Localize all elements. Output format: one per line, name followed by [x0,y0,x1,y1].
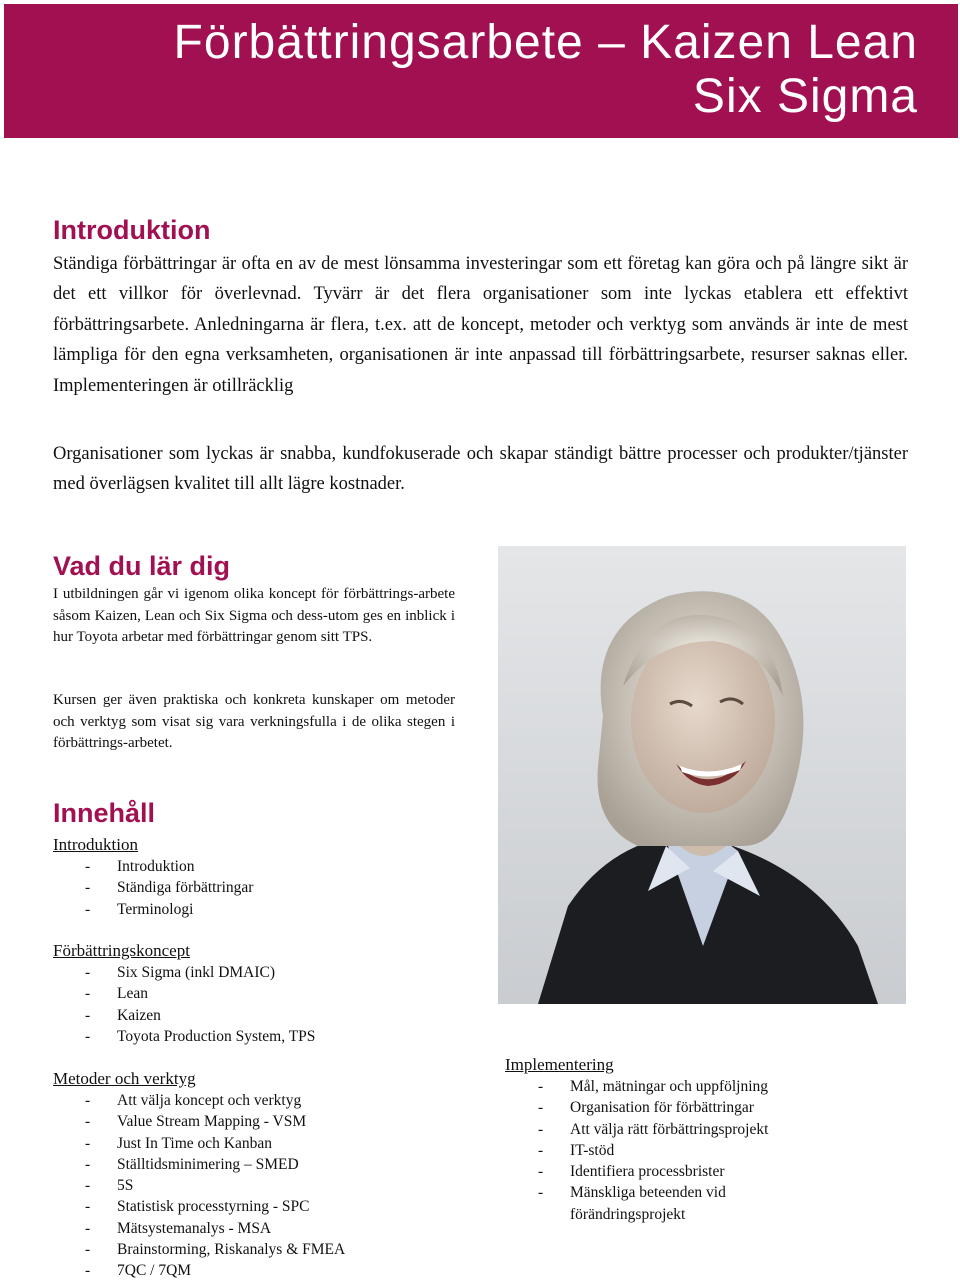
section-introduktion-title: Introduktion [53,835,138,854]
page-title-line-1: Förbättringsarbete – Kaizen Lean [173,16,918,69]
list-item: - Six Sigma (inkl DMAIC) [85,962,315,983]
learn-paragraph-1: I utbildningen går vi igenom olika koncept för förbättrings-arbete såsom Kaizen, Lean och Six Sigma och dess-utom ges en inblick i hur Toyota arbetar med förbättringar genom sitt TPS. [53,586,455,645]
list-item: - Att välja rätt förbättringsprojekt [538,1119,838,1140]
introduction-paragraph-1: Ständiga förbättringar är ofta en av de mest lönsamma investeringar som ett företag kan göra och på längre sikt är det ett villkor för överlevnad. Tyvärr är det flera organisationer som inte lyckas etablera ett effektivt förbättringsarbete. Anledningarna är flera, t.ex. att de koncept, metoder och verktyg som används är inte de mest lämpliga för den egna verksamheten, organisationen är inte anpassad till förbättringsarbete, resurser saknas eller. Implementeringen är otillräcklig [53,254,908,396]
section-forbattringskoncept-list [85,962,315,1047]
section-introduktion-list [85,856,253,920]
list-item: - Mål, mätningar och uppföljning [538,1076,838,1097]
list-item: - Value Stream Mapping - VSM [85,1111,345,1132]
list-item: - IT-stöd [538,1140,838,1161]
introduction-paragraph-2: Organisationer som lyckas är snabba, kundfokuserade och skapar ständigt bättre processer och produkter/tjänster med överlägsen kvalitet till allt lägre kostnader. [53,444,908,495]
list-item: - Ställtidsminimering – SMED [85,1154,345,1175]
section-forbattringskoncept-title: Förbättringskoncept [53,941,190,960]
list-item: - 7QC / 7QM [85,1260,345,1281]
learn-heading: Vad du lär dig [53,551,231,581]
list-item: - 5S [85,1175,345,1196]
list-item: - Kaizen [85,1005,315,1026]
list-item: - Just In Time och Kanban [85,1133,345,1154]
list-item: - Mätsystemanalys - MSA [85,1218,345,1239]
content-heading: Innehåll [53,798,156,828]
section-implementering-list [538,1076,838,1225]
portrait-illustration [498,546,906,1004]
list-item: - Mänskliga beteenden vid förändringsprojekt [538,1182,838,1225]
list-item: - Toyota Production System, TPS [85,1026,315,1047]
list-item: - Ständiga förbättringar [85,877,253,898]
section-implementering-title: Implementering [505,1055,614,1074]
list-item: - Brainstorming, Riskanalys & FMEA [85,1239,345,1260]
section-metoder-list [85,1090,345,1282]
list-item: - Terminologi [85,899,253,920]
learn-paragraph-2: Kursen ger även praktiska och konkreta kunskaper om metoder och verktyg som visat sig vara verkningsfulla i de olika stegen i förbättrings-arbetet. [53,692,455,751]
title-banner [4,4,958,138]
list-item: - Lean [85,983,315,1004]
portrait-photo [498,546,906,1004]
list-item: - Organisation för förbättringar [538,1097,838,1118]
section-metoder-title: Metoder och verktyg [53,1069,196,1088]
list-item: - Statistisk processtyrning - SPC [85,1196,345,1217]
page-title-line-2: Six Sigma [692,70,918,123]
list-item: - Identifiera processbrister [538,1161,838,1182]
page-title [174,16,918,124]
introduction-heading: Introduktion [53,215,211,245]
list-item: - Att välja koncept och verktyg [85,1090,345,1111]
list-item: - Introduktion [85,856,253,877]
